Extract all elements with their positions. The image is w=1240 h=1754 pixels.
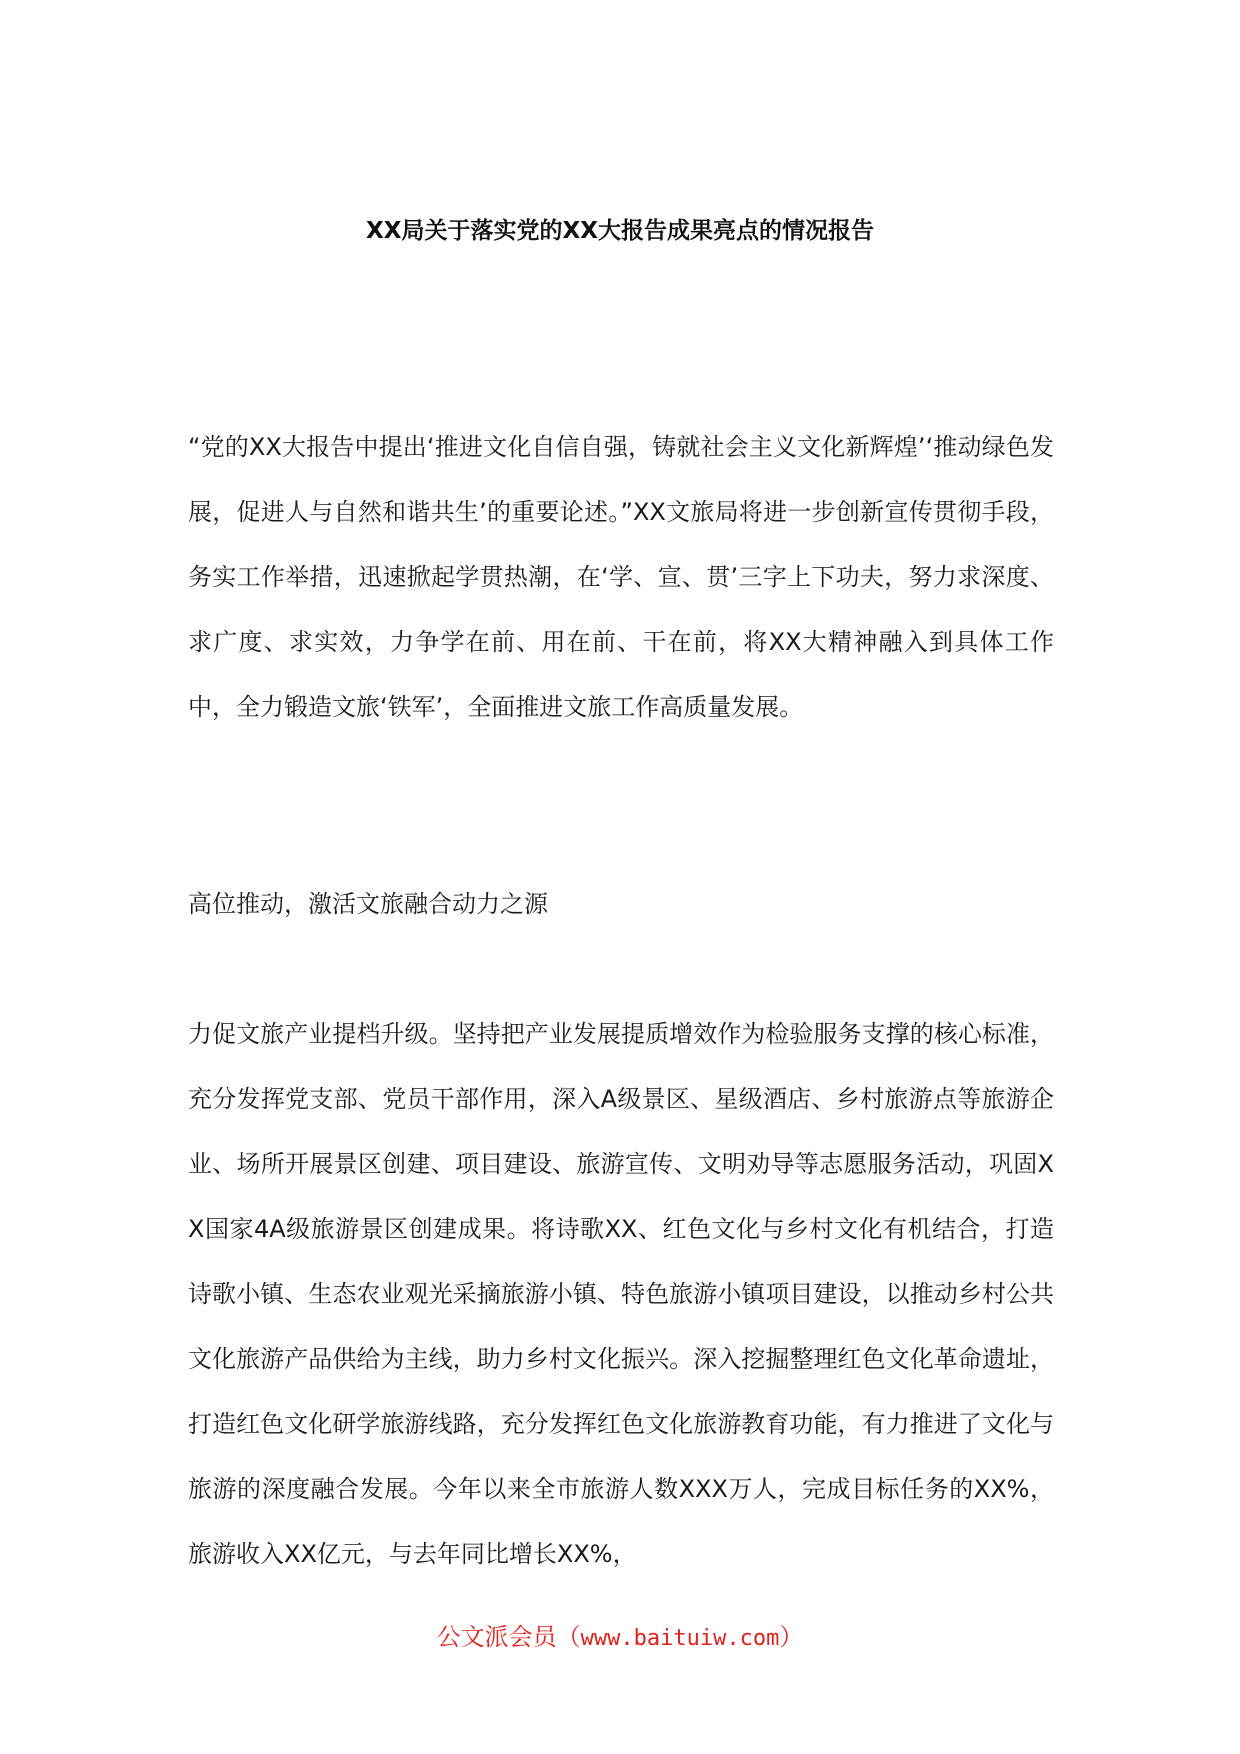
section-heading: 高位推动，激活文旅融合动力之源 xyxy=(188,890,548,918)
footer-open-paren: （ xyxy=(556,1623,581,1651)
intro-paragraph: “党的XX大报告中提出‘推进文化自信自强，铸就社会主义文化新辉煌’‘推动绿色发展，促进人与自然和谐共生’的重要论述。”XX文旅局将进一步创新宣传贯彻手段，务实工作举措，迅速掀起学贯热潮，在‘学、宣、贯’三字上下功夫，努力求深度、求广度、求实效，力争学在前、用在前、干在前，将XX大精神融入到具体工作中，全力锻造文旅‘铁军’，全面推进文旅工作高质量发展。 xyxy=(188,433,1054,721)
footer-close-paren: ） xyxy=(779,1623,804,1651)
document-title: XX局关于落实党的XX大报告成果亮点的情况报告 xyxy=(366,218,874,244)
footer-url[interactable]: www.baituiw.com xyxy=(580,1626,780,1651)
section-paragraph: 力促文旅产业提档升级。坚持把产业发展提质增效作为检验服务支撑的核心标准，充分发挥党支部、党员干部作用，深入A级景区、星级酒店、乡村旅游点等旅游企业、场所开展景区创建、项目建设、旅游宣传、文明劝导等志愿服务活动，巩固XX国家4A级旅游景区创建成果。将诗歌XX、红色文化与乡村文化有机结合，打造诗歌小镇、生态农业观光采摘旅游小镇、特色旅游小镇项目建设，以推动乡村公共文化旅游产品供给为主线，助力乡村文化振兴。深入挖掘整理红色文化革命遗址，打造红色文化研学旅游线路，充分发挥红色文化旅游教育功能，有力推进了文化与旅游的深度融合发展。今年以来全市旅游人数XXX万人，完成目标任务的XX%，旅游收入XX亿元，与去年同比增长XX%， xyxy=(188,1020,1054,1568)
footer-watermark xyxy=(0,1620,1240,1656)
footer-brand: 公文派会员 xyxy=(436,1623,557,1651)
